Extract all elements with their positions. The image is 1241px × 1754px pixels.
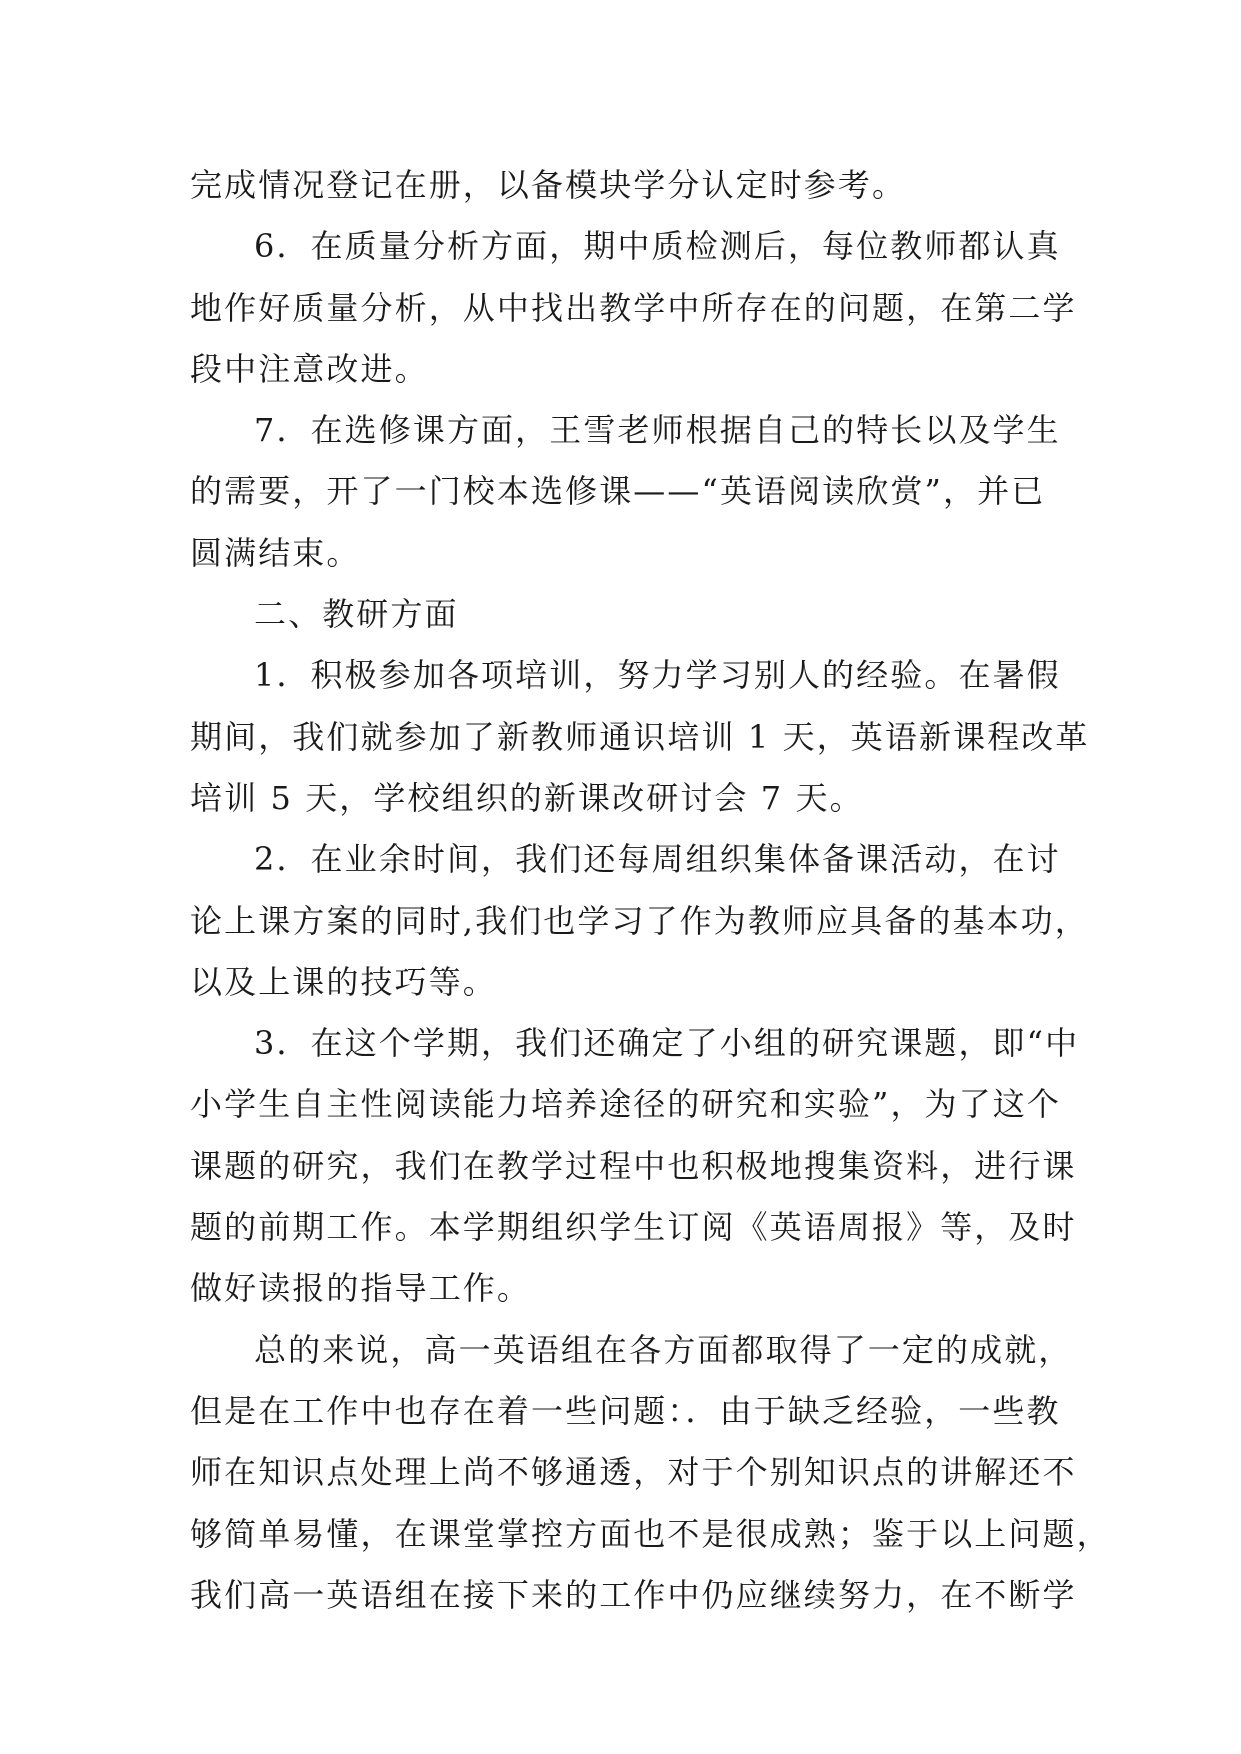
text-line: 圆满结束。	[190, 533, 361, 572]
text-line: 2．在业余时间，我们还每周组织集体备课活动，在讨	[254, 840, 1061, 879]
text-line: 7．在选修课方面，王雪老师根据自己的特长以及学生	[254, 411, 1061, 450]
text-line: 够简单易懂，在课堂掌控方面也不是很成熟；鉴于以上问题，	[190, 1514, 1111, 1553]
text-line: 总的来说，高一英语组在各方面都取得了一定的成就，	[254, 1330, 1073, 1369]
text-line: 1．积极参加各项培训，努力学习别人的经验。在暑假	[254, 656, 1061, 695]
text-line: 地作好质量分析，从中找出教学中所存在的问题，在第二学	[190, 288, 1077, 327]
text-line: 段中注意改进。	[190, 349, 429, 388]
text-line: 期间，我们就参加了新教师通识培训 1 天，英语新课程改革	[190, 717, 1090, 756]
text-line: 我们高一英语组在接下来的工作中仍应继续努力，在不断学	[190, 1575, 1077, 1614]
text-line: 题的前期工作。本学期组织学生订阅《英语周报》等，及时	[190, 1208, 1077, 1247]
text-line: 课题的研究，我们在教学过程中也积极地搜集资料，进行课	[190, 1146, 1077, 1185]
text-line: 3．在这个学期，我们还确定了小组的研究课题，即“中	[254, 1024, 1080, 1063]
text-line: 完成情况登记在册，以备模块学分认定时参考。	[190, 166, 907, 204]
text-line: 但是在工作中也存在着一些问题：．由于缺乏经验，一些教	[190, 1391, 1061, 1430]
text-line: 师在知识点处理上尚不够通透，对于个别知识点的讲解还不	[190, 1453, 1077, 1492]
text-line: 论上课方案的同时,我们也学习了作为教师应具备的基本功，	[190, 901, 1089, 940]
text-line: 做好读报的指导工作。	[190, 1269, 532, 1308]
text-line: 的需要，开了一门校本选修课——“英语阅读欣赏”，并已	[190, 472, 1046, 511]
text-line: 以及上课的技巧等。	[190, 962, 497, 1001]
text-line: 培训 5 天，学校组织的新课改研讨会 7 天。	[190, 778, 864, 817]
text-line: 小学生自主性阅读能力培养途径的研究和实验”，为了这个	[190, 1085, 1061, 1124]
document-body	[190, 155, 1111, 1626]
section-heading: 二、教研方面	[254, 595, 459, 634]
text-line: 6．在质量分析方面，期中质检测后，每位教师都认真	[254, 227, 1061, 266]
